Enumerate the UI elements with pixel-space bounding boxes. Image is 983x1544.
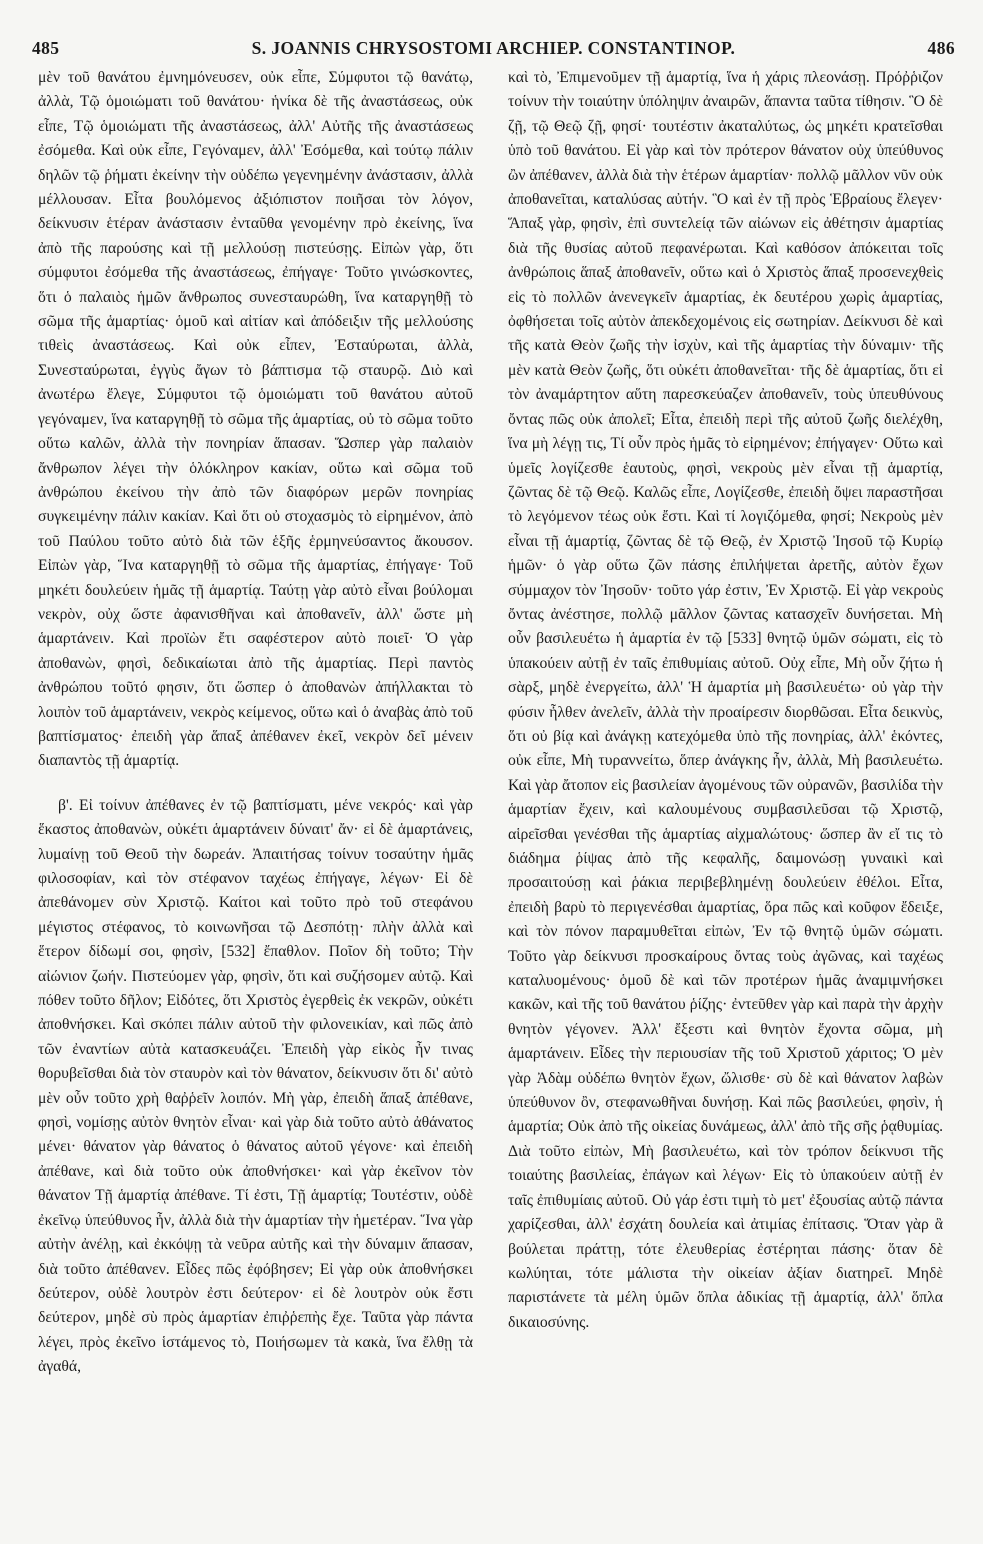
left-text-column [38, 66, 473, 1526]
left-paragraph-1: μὲν τοῦ θανάτου ἐμνημόνευσεν, οὐκ εἶπε, Σύμφυτοι τῷ θανάτῳ, ἀλλὰ, Τῷ ὁμοιώματι τοῦ θανάτου· ἡνίκα δὲ τῆς ἀναστάσεως, οὐκ εἶπε, Τῷ ὁμοιώματι τῆς ἀναστάσεως, ἀλλ' Αὐτῆς τῆς ἀναστάσεως ἐσόμεθα. Καὶ οὐκ εἶπε, Γεγόναμεν, ἀλλ' Ἐσόμεθα, καὶ τούτῳ πάλιν δηλῶν τῷ ῥήματι ἐκείνην τὴν οὐδέπω γεγενημένην ἀνάστασιν, ἀλλὰ μέλλουσαν. Εἶτα βουλόμενος ἀξιόπιστον ποιῆσαι τὸν λόγον, δείκνυσιν ἑτέραν ἀνάστασιν ἐνταῦθα γενομένην πρὸ ἐκείνης, ἵνα ἀπὸ τῆς παρούσης καὶ τῇ μελλούσῃ πιστεύσῃς. Εἰπὼν γὰρ, ὅτι σύμφυτοι ἐσόμεθα τῆς ἀναστάσεως, ἐπήγαγε· Τοῦτο γινώσκοντες, ὅτι ὁ παλαιὸς ἡμῶν ἄνθρωπος συνεσταυρώθη, ἵνα καταργηθῇ τὸ σῶμα τῆς ἁμαρτίας· ὁμοῦ καὶ αἰτίαν καὶ ἀπόδειξιν τῆς μελλούσης τιθεὶς ἀναστάσεως. Καὶ οὐκ εἶπεν, Ἐσταύρωται, ἀλλὰ, Συνεσταύρωται, ἐγγὺς ἄγων τὸ βάπτισμα τῷ σταυρῷ. Διὸ καὶ ἀνωτέρω ἔλεγε, Σύμφυτοι τῷ ὁμοιώματι τοῦ θανάτου αὐτοῦ γεγόναμεν, ἵνα καταργηθῇ τὸ σῶμα τῆς ἁμαρτίας, οὐ τὸ σῶμα τοῦτο οὕτω καλῶν, ἀλλὰ τὴν πονηρίαν ἅπασαν. Ὥσπερ γὰρ παλαιὸν ἄνθρωπον λέγει τὴν ὁλόκληρον κακίαν, οὕτω καὶ σῶμα τοῦ ἀνθρώπου ἐκείνου τὴν ἀπὸ τῶν διαφόρων μερῶν πονηρίας συγκειμένην πάλιν κακίαν. Καὶ ὅτι οὐ στοχασμὸς τὸ εἰρημένον, ἀπὸ τοῦ Παύλου τοῦτο αὐτὸ διὰ τῶν ἑξῆς ἑρμηνεύσαντος ἄκουσον. Εἰπὼν γὰρ, Ἵνα καταργηθῇ τὸ σῶμα τῆς ἁμαρτίας, ἐπήγαγε· Τοῦ μηκέτι δουλεύειν ἡμᾶς τῇ ἁμαρτίᾳ. Ταύτῃ γὰρ αὐτὸ εἶναι βούλομαι νεκρὸν, οὐχ ὥστε ἀφανισθῆναι καὶ ἀποθανεῖν, ἀλλ' ὥστε μὴ ἁμαρτάνειν. Καὶ προϊὼν ἔτι σαφέστερον αὐτὸ ποιεῖ· Ὁ γὰρ ἀποθανὼν, φησὶ, δεδικαίωται ἀπὸ τῆς ἁμαρτίας. Περὶ παντὸς ἀνθρώπου τοῦτό φησιν, ὅτι ὥσπερ ὁ ἀποθανὼν ἀπήλλακται τὸ λοιπὸν τοῦ ἁμαρτάνειν, νεκρὸς κείμενος, οὕτω καὶ ὁ ἀναβὰς ἀπὸ τοῦ βαπτίσματος· ἐπειδὴ γὰρ ἅπαξ ἀπέθανεν ἐκεῖ, νεκρὸν δεῖ μένειν διαπαντὸς τῇ ἁμαρτίᾳ. [38, 69, 473, 770]
right-text-column [508, 66, 943, 1526]
left-page-number: 485 [32, 38, 60, 58]
left-paragraph-2: β'. Εἰ τοίνυν ἀπέθανες ἐν τῷ βαπτίσματι, μένε νεκρός· καὶ γὰρ ἕκαστος ἀποθανὼν, οὐκέτι ἁμαρτάνειν δύναιτ' ἄν· εἰ δὲ ἁμαρτάνεις, λυμαίνῃ τοῦ Θεοῦ τὴν δωρεάν. Ἀπαιτήσας τοίνυν τοσαύτην ἡμᾶς φιλοσοφίαν, καὶ τὸν στέφανον ταχέως ἐπήγαγε, λέγων· Εἰ δὲ ἀπεθάνομεν σὺν Χριστῷ. Καίτοι καὶ τοῦτο πρὸ τοῦ στεφάνου μέγιστος στέφανος, τὸ κοινωνῆσαι τῷ Δεσπότῃ· πλὴν ἀλλὰ καὶ ἕτερον δίδωμί σοι, φησὶν, [532] ἔπαθλον. Ποῖον δὴ τοῦτο; Τὴν αἰώνιον ζωήν. Πιστεύομεν γὰρ, φησὶν, ὅτι καὶ συζήσομεν αὐτῷ. Καὶ πόθεν τοῦτο δῆλον; Εἰδότες, ὅτι Χριστὸς ἐγερθεὶς ἐκ νεκρῶν, οὐκέτι ἀποθνήσκει. Καὶ σκόπει πάλιν αὐτοῦ τὴν φιλονεικίαν, καὶ πῶς ἀπὸ τῶν ἐναντίων αὐτὰ κατασκευάζει. Ἐπειδὴ γὰρ εἰκὸς ἦν τινας θορυβεῖσθαι διὰ τὸν σταυρὸν καὶ τὸν θάνατον, δείκνυσιν ὅτι δι' αὐτὸ μὲν οὖν τοῦτο χρὴ θαῤῥεῖν λοιπόν. Μὴ γὰρ, ἐπειδὴ ἅπαξ ἀπέθανε, φησὶ, νομίσῃς αὐτὸν θνητὸν εἶναι· καὶ γὰρ διὰ τοῦτο αὐτὸ ἀθάνατος μένει· θάνατον γὰρ θάνατος ὁ θάνατος αὐτοῦ γέγονε· καὶ ἐπειδὴ ἀπέθανε, καὶ διὰ τοῦτο οὐκ ἀποθνήσκει· καὶ γὰρ ἐκεῖνον τὸν θάνατον Τῇ ἁμαρτίᾳ ἀπέθανε. Τί ἐστι, Τῇ ἁμαρτίᾳ; Τουτέστιν, οὐδὲ ἐκεῖνῳ ὑπεύθυνος ἦν, ἀλλὰ διὰ τὴν ἁμαρτίαν τὴν ἡμετέραν. Ἵνα γὰρ αὐτὴν ἀνέλῃ, καὶ ἐκκόψῃ τὰ νεῦρα αὐτῆς καὶ τὴν δύναμιν ἅπασαν, διὰ τοῦτο ἀπέθανεν. Εἶδες πῶς ἐφόβησεν; Εἰ γὰρ οὐκ ἀποθνήσκει δεύτερον, οὐδὲ λουτρὸν ἐστι δεύτερον· εἰ δὲ λουτρὸν οὐκ ἔστι δεύτερον, μηδὲ σὺ πρὸς ἁμαρτίαν ἐπιῤῥεπὴς ἔχε. Ταῦτα γὰρ πάντα λέγει, πρὸς ἐκεῖνο ἱστάμενος τὸ, Ποιήσωμεν τὰ κακὰ, ἵνα ἔλθῃ τὰ ἀγαθά, [38, 796, 473, 1376]
right-paragraph-1: καὶ τὸ, Ἐπιμενοῦμεν τῇ ἁμαρτίᾳ, ἵνα ἡ χάρις πλεονάσῃ. Πρόῤῥιζον τοίνυν τὴν τοιαύτην ὑπόληψιν ἀναιρῶν, ἅπαντα ταῦτα τίθησιν. Ὃ δὲ ζῇ, τῷ Θεῷ ζῇ, φησί· τουτέστιν ἀκαταλύτως, ὡς μηκέτι κρατεῖσθαι ὑπὸ τοῦ θανάτου. Εἰ γὰρ καὶ τὸν πρότερον θάνατον οὐχ ὑπεύθυνος ὢν ἀπέθανεν, ἀλλὰ διὰ τὴν ἑτέρων ἁμαρτίαν· πολλῷ μᾶλλον νῦν οὐκ ἀποθανεῖται, καταλύσας αὐτήν. Ὃ καὶ ἐν τῇ πρὸς Ἑβραίους ἔλεγεν· Ἅπαξ γὰρ, φησὶν, ἐπὶ συντελείᾳ τῶν αἰώνων εἰς ἀθέτησιν ἁμαρτίας διὰ τῆς θυσίας αὐτοῦ πεφανέρωται. Καὶ καθόσον ἀπόκειται τοῖς ἀνθρώποις ἅπαξ ἀποθανεῖν, οὕτω καὶ ὁ Χριστὸς ἅπαξ προσενεχθεὶς εἰς τὸ πολλῶν ἀνενεγκεῖν ἁμαρτίας, ἐκ δευτέρου χωρὶς ἁμαρτίας, ὀφθήσεται τοῖς αὐτὸν ἀπεκδεχομένοις εἰς σωτηρίαν. Δείκνυσι δὲ καὶ τῆς κατὰ Θεὸν ζωῆς τὴν ἰσχὺν, καὶ τῆς ἁμαρτίας τὴν δύναμιν· τῆς μὲν κατὰ Θεὸν ζωῆς, ὅτι οὐκέτι ἀποθανεῖται· τῆς δὲ ἁμαρτίας, ὅτι εἰ τὸν ἀναμάρτητον αὕτη παρεσκεύαζεν ἀποθανεῖν, τοὺς ὑπευθύνους ὄντας πῶς οὐκ ἀπολεῖ; Εἶτα, ἐπειδὴ περὶ τῆς αὐτοῦ ζωῆς διελέχθη, ἵνα μὴ λέγῃ τις, Τί οὖν πρὸς ἡμᾶς τὸ εἰρημένον; ἐπήγαγεν· Οὕτω καὶ ὑμεῖς λογίζεσθε ἑαυτοὺς, φησὶ, νεκροὺς μὲν εἶναι τῇ ἁμαρτίᾳ, ζῶντας δὲ τῷ Θεῷ. Καλῶς εἶπε, Λογίζεσθε, ἐπειδὴ ὄψει παραστῆσαι τὸ λεγόμενον τέως οὐκ ἔστι. Καὶ τί λογιζόμεθα, φησί; Νεκροὺς μὲν εἶναι τῇ ἁμαρτίᾳ, ζῶντας δὲ τῷ Θεῷ, ἐν Χριστῷ Ἰησοῦ τῷ Κυρίῳ ἡμῶν· ὁ γὰρ οὕτω ζῶν πάσης ἐπιλήψεται ἀρετῆς, αὐτὸν ἔχων σύμμαχον τὸν Ἰησοῦν· τοῦτο γάρ ἐστιν, Ἐν Χριστῷ. Εἰ γὰρ νεκροὺς ὄντας ἀνέστησε, πολλῷ μᾶλλον ζῶντας κατασχεῖν δυνήσεται. Μὴ οὖν βασιλευέτω ἡ ἁμαρτία ἐν τῷ [533] θνητῷ ὑμῶν σώματι, εἰς τὸ ὑπακούειν αὐτῇ ἐν ταῖς ἐπιθυμίαις αὐτοῦ. Οὐχ εἶπε, Μὴ οὖν ζήτω ἡ σὰρξ, μηδὲ ἐνεργείτω, ἀλλ' Ἡ ἁμαρτία μὴ βασιλευέτω· οὐ γὰρ τὴν φύσιν ἦλθεν ἀνελεῖν, ἀλλὰ τὴν προαίρεσιν διορθῶσαι. Εἶτα δεικνὺς, ὅτι οὐ βίᾳ καὶ ἀνάγκῃ κατεχόμεθα ὑπὸ τῆς πονηρίας, ἀλλ' ἑκόντες, οὐκ εἶπε, Μὴ τυραννείτω, ὅπερ ἀνάγκης ἦν, ἀλλὰ, Μὴ βασιλευέτω. Καὶ γὰρ ἄτοπον εἰς βασιλείαν ἀγομένους τῶν οὐρανῶν, βασιλίδα τὴν ἁμαρτίαν ἔχειν, καὶ καλουμένους συμβασιλεῦσαι τῷ Χριστῷ, αἱρεῖσθαι γενέσθαι τῆς ἁμαρτίας αἰχμαλώτους· ὥσπερ ἂν εἴ τις τὸ διάδημα ῥίψας ἀπὸ τῆς κεφαλῆς, δαιμονώσῃ γυναικὶ καὶ προσαιτούσῃ καὶ ῥάκια περιβεβλημένῃ δουλεύειν ἐθέλοι. Εἶτα, ἐπειδὴ βαρὺ τὸ περιγενέσθαι ἁμαρτίας, ὅρα πῶς καὶ κοῦφον ἔδειξε, καὶ τὸν πόνον παραμυθεῖται εἰπὼν, Ἐν τῷ θνητῷ ὑμῶν σώματι. Τοῦτο γὰρ δείκνυσι προσκαίρους ὄντας τοὺς ἀγῶνας, καὶ ταχέως καταλυομένους· ὁμοῦ δὲ καὶ τῶν προτέρων ἡμᾶς ἀναμιμνήσκει κακῶν, καὶ τῆς τοῦ θανάτου ῥίζης· ἐντεῦθεν γὰρ καὶ παρὰ τὴν ἀρχὴν θνητὸν γέγονεν. Ἀλλ' ἔξεστι καὶ θνητὸν ἔχοντα σῶμα, μὴ ἁμαρτάνειν. Εἶδες τὴν περιουσίαν τῆς τοῦ Χριστοῦ χάριτος; Ὁ μὲν γὰρ Ἀδὰμ οὐδέπω θνητὸν ἔχων, ὤλισθε· σὺ δὲ καὶ θάνατον λαβὼν ὑπεύθυνον ὂν, στεφανωθῆναι δυνήσῃ. Καὶ πῶς βασιλεύει, φησὶν, ἡ ἁμαρτία; Οὐκ ἀπὸ τῆς οἰκείας δυνάμεως, ἀλλ' ἀπὸ τῆς σῆς ῥᾳθυμίας. Διὰ τοῦτο εἰπὼν, Μὴ βασιλευέτω, καὶ τὸν τρόπον δείκνυσι τῆς τοιαύτης βασιλείας, ἐπάγων καὶ λέγων· Εἰς τὸ ὑπακούειν αὐτῇ ἐν ταῖς ἐπιθυμίαις αὐτοῦ. Οὐ γάρ ἐστι τιμὴ τὸ μετ' ἐξουσίας αὐτῷ πάντα χαρίζεσθαι, ἀλλ' ἐσχάτη δουλεία καὶ ἀτιμίας ἐπίτασις. Ὅταν γὰρ ἃ βούλεται πράττῃ, τότε ἐλευθερίας ἐστέρηται πάσης· ὅταν δὲ κωλύηται, τότε μάλιστα τὴν οἰκείαν ἀξίαν διατηρεῖ. Μηδὲ παριστάνετε τὰ μέλη ὑμῶν ὅπλα ἀδικίας τῇ ἁμαρτίᾳ, ἀλλ' ὅπλα δικαιοσύνης. [508, 69, 943, 1331]
right-page-number: 486 [927, 38, 955, 58]
running-header [32, 34, 955, 62]
running-title: S. JOANNIS CHRYSOSTOMI ARCHIEP. CONSTANTINOP. [251, 38, 736, 58]
